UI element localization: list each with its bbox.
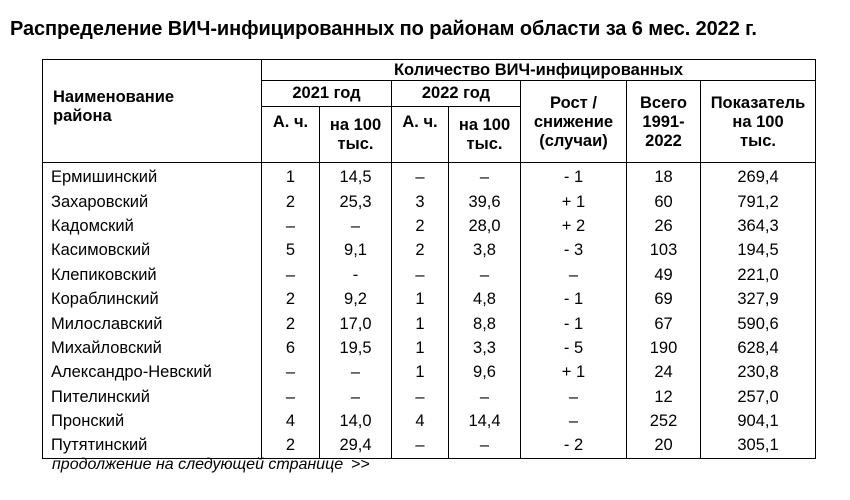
- total-cell: 18: [627, 163, 701, 190]
- per100-2022-cell: 3,8: [449, 238, 521, 262]
- abs-2022-cell: –: [392, 433, 449, 458]
- per100-2022-header: [449, 107, 521, 163]
- table-row: [43, 409, 816, 433]
- per100-2021-cell: –: [320, 214, 392, 238]
- abs-2022-cell: –: [392, 263, 449, 287]
- table-row: [43, 214, 816, 238]
- abs-2021-cell: –: [262, 360, 320, 384]
- district-cell: Захаровский: [43, 189, 262, 213]
- table-row: [43, 336, 816, 360]
- document-title: Распределение ВИЧ-инфицированных по районам области за 6 мес. 2022 г.: [10, 18, 757, 40]
- per100-2021-cell: –: [320, 360, 392, 384]
- table-row: [43, 311, 816, 335]
- district-cell: Кораблинский: [43, 287, 262, 311]
- per100-2021-cell: 25,3: [320, 189, 392, 213]
- per100-2022-cell: 28,0: [449, 214, 521, 238]
- rate-header-line3: тыс.: [740, 132, 776, 150]
- abs-2022-cell: 3: [392, 189, 449, 213]
- abs-2022-cell: 1: [392, 336, 449, 360]
- total-cell: 190: [627, 336, 701, 360]
- abs-2022-cell: 1: [392, 360, 449, 384]
- total-cell: 60: [627, 189, 701, 213]
- rate-cell: 327,9: [701, 287, 816, 311]
- table-row: [43, 385, 816, 409]
- abs-2021-cell: –: [262, 263, 320, 287]
- per100-2022-cell: 9,6: [449, 360, 521, 384]
- table-row: [43, 360, 816, 384]
- rate-cell: 628,4: [701, 336, 816, 360]
- rate-cell: 791,2: [701, 189, 816, 213]
- table-row: [43, 238, 816, 262]
- abs-2022-cell: 2: [392, 238, 449, 262]
- rate-cell: 364,3: [701, 214, 816, 238]
- rate-cell: 904,1: [701, 409, 816, 433]
- table-body: [43, 163, 816, 459]
- district-cell: Ермишинский: [43, 163, 262, 190]
- total-header-line3: 2022: [645, 132, 682, 150]
- growth-cell: - 2: [521, 433, 627, 458]
- per100-2022-cell: –: [449, 263, 521, 287]
- per100-2022-cell: 39,6: [449, 189, 521, 213]
- abs-2022-cell: –: [392, 385, 449, 409]
- table-row: [43, 263, 816, 287]
- total-cell: 24: [627, 360, 701, 384]
- rate-cell: 269,4: [701, 163, 816, 190]
- district-cell: Милославский: [43, 311, 262, 335]
- per100-2022-cell: –: [449, 433, 521, 458]
- rate-header-line1: Показатель: [710, 94, 806, 112]
- rate-cell: 590,6: [701, 311, 816, 335]
- continuation-arrows: >>: [351, 456, 370, 473]
- abs-2021-header-text: А. ч.: [272, 113, 309, 131]
- rate-cell: 230,8: [701, 360, 816, 384]
- abs-2022-cell: 2: [392, 214, 449, 238]
- continuation-note: [52, 456, 370, 474]
- abs-2021-cell: –: [262, 214, 320, 238]
- total-cell: 12: [627, 385, 701, 409]
- growth-cell: + 1: [521, 360, 627, 384]
- hiv-distribution-table: [42, 59, 816, 459]
- district-cell: Клепиковский: [43, 263, 262, 287]
- growth-cell: - 5: [521, 336, 627, 360]
- district-header-line2: района: [53, 107, 112, 125]
- per100-2022-cell: –: [449, 385, 521, 409]
- abs-2021-cell: –: [262, 385, 320, 409]
- growth-header-line2: снижение: [533, 113, 614, 131]
- abs-2021-cell: 2: [262, 189, 320, 213]
- year-2021-header: 2021 год: [262, 81, 392, 107]
- per100-2022-header-line1: на 100: [458, 115, 511, 134]
- per100-2021-header-line2: тыс.: [337, 134, 374, 153]
- total-cell: 69: [627, 287, 701, 311]
- per100-2021-cell: 14,5: [320, 163, 392, 190]
- abs-2021-cell: 2: [262, 433, 320, 458]
- district-cell: Путятинский: [43, 433, 262, 458]
- per100-2021-cell: 9,1: [320, 238, 392, 262]
- growth-cell: –: [521, 409, 627, 433]
- rate-column-header: [701, 81, 816, 163]
- total-cell: 67: [627, 311, 701, 335]
- per100-2022-cell: 4,8: [449, 287, 521, 311]
- district-cell: Михайловский: [43, 336, 262, 360]
- total-cell: 252: [627, 409, 701, 433]
- rate-cell: 257,0: [701, 385, 816, 409]
- total-cell: 26: [627, 214, 701, 238]
- abs-2021-cell: 2: [262, 287, 320, 311]
- growth-cell: + 1: [521, 189, 627, 213]
- district-cell: Кадомский: [43, 214, 262, 238]
- abs-2021-cell: 1: [262, 163, 320, 190]
- abs-2021-cell: 4: [262, 409, 320, 433]
- growth-header-line1: Рост /: [550, 94, 597, 112]
- per100-2021-cell: 29,4: [320, 433, 392, 458]
- rate-header-line2: на 100: [732, 113, 784, 131]
- per100-2021-cell: 17,0: [320, 311, 392, 335]
- per100-2022-cell: 14,4: [449, 409, 521, 433]
- growth-cell: - 1: [521, 163, 627, 190]
- per100-2021-header: [320, 107, 392, 163]
- abs-2022-cell: –: [392, 163, 449, 190]
- table-row: [43, 287, 816, 311]
- abs-2021-header: [262, 107, 320, 163]
- total-header-line2: 1991-: [642, 113, 685, 131]
- district-column-header: [43, 60, 262, 163]
- per100-2021-cell: 19,5: [320, 336, 392, 360]
- per100-2021-cell: 14,0: [320, 409, 392, 433]
- abs-2022-cell: 1: [392, 311, 449, 335]
- table-row: [43, 433, 816, 458]
- growth-cell: –: [521, 263, 627, 287]
- growth-header-line3: (случаи): [539, 132, 608, 150]
- per100-2021-header-line1: на 100: [329, 115, 382, 134]
- per100-2022-cell: –: [449, 163, 521, 190]
- growth-cell: - 1: [521, 287, 627, 311]
- total-cell: 20: [627, 433, 701, 458]
- continuation-text: продолжение на следующей странице: [52, 456, 344, 473]
- district-cell: Касимовский: [43, 238, 262, 262]
- growth-cell: –: [521, 385, 627, 409]
- growth-cell: - 3: [521, 238, 627, 262]
- per100-2021-cell: -: [320, 263, 392, 287]
- hiv-count-group-header: Количество ВИЧ-инфицированных: [262, 60, 816, 81]
- district-cell: Александро-Невский: [43, 360, 262, 384]
- abs-2022-header: [392, 107, 449, 163]
- per100-2022-cell: 8,8: [449, 311, 521, 335]
- per100-2021-cell: –: [320, 385, 392, 409]
- abs-2022-header-text: А. ч.: [402, 113, 438, 131]
- table-row: [43, 189, 816, 213]
- growth-column-header: [521, 81, 627, 163]
- abs-2022-cell: 1: [392, 287, 449, 311]
- district-header-line1: Наименование: [53, 88, 175, 106]
- table-row: [43, 163, 816, 190]
- abs-2021-cell: 6: [262, 336, 320, 360]
- per100-2022-cell: 3,3: [449, 336, 521, 360]
- year-2022-header: 2022 год: [392, 81, 521, 107]
- abs-2021-cell: 5: [262, 238, 320, 262]
- total-header-line1: Всего: [639, 94, 687, 112]
- abs-2021-cell: 2: [262, 311, 320, 335]
- district-cell: Пронский: [43, 409, 262, 433]
- district-cell: Пителинский: [43, 385, 262, 409]
- total-cell: 49: [627, 263, 701, 287]
- total-column-header: [627, 81, 701, 163]
- rate-cell: 305,1: [701, 433, 816, 458]
- table-header: [43, 60, 816, 163]
- rate-cell: 221,0: [701, 263, 816, 287]
- abs-2022-cell: 4: [392, 409, 449, 433]
- growth-cell: - 1: [521, 311, 627, 335]
- total-cell: 103: [627, 238, 701, 262]
- per100-2022-header-line2: тыс.: [466, 134, 503, 153]
- per100-2021-cell: 9,2: [320, 287, 392, 311]
- growth-cell: + 2: [521, 214, 627, 238]
- rate-cell: 194,5: [701, 238, 816, 262]
